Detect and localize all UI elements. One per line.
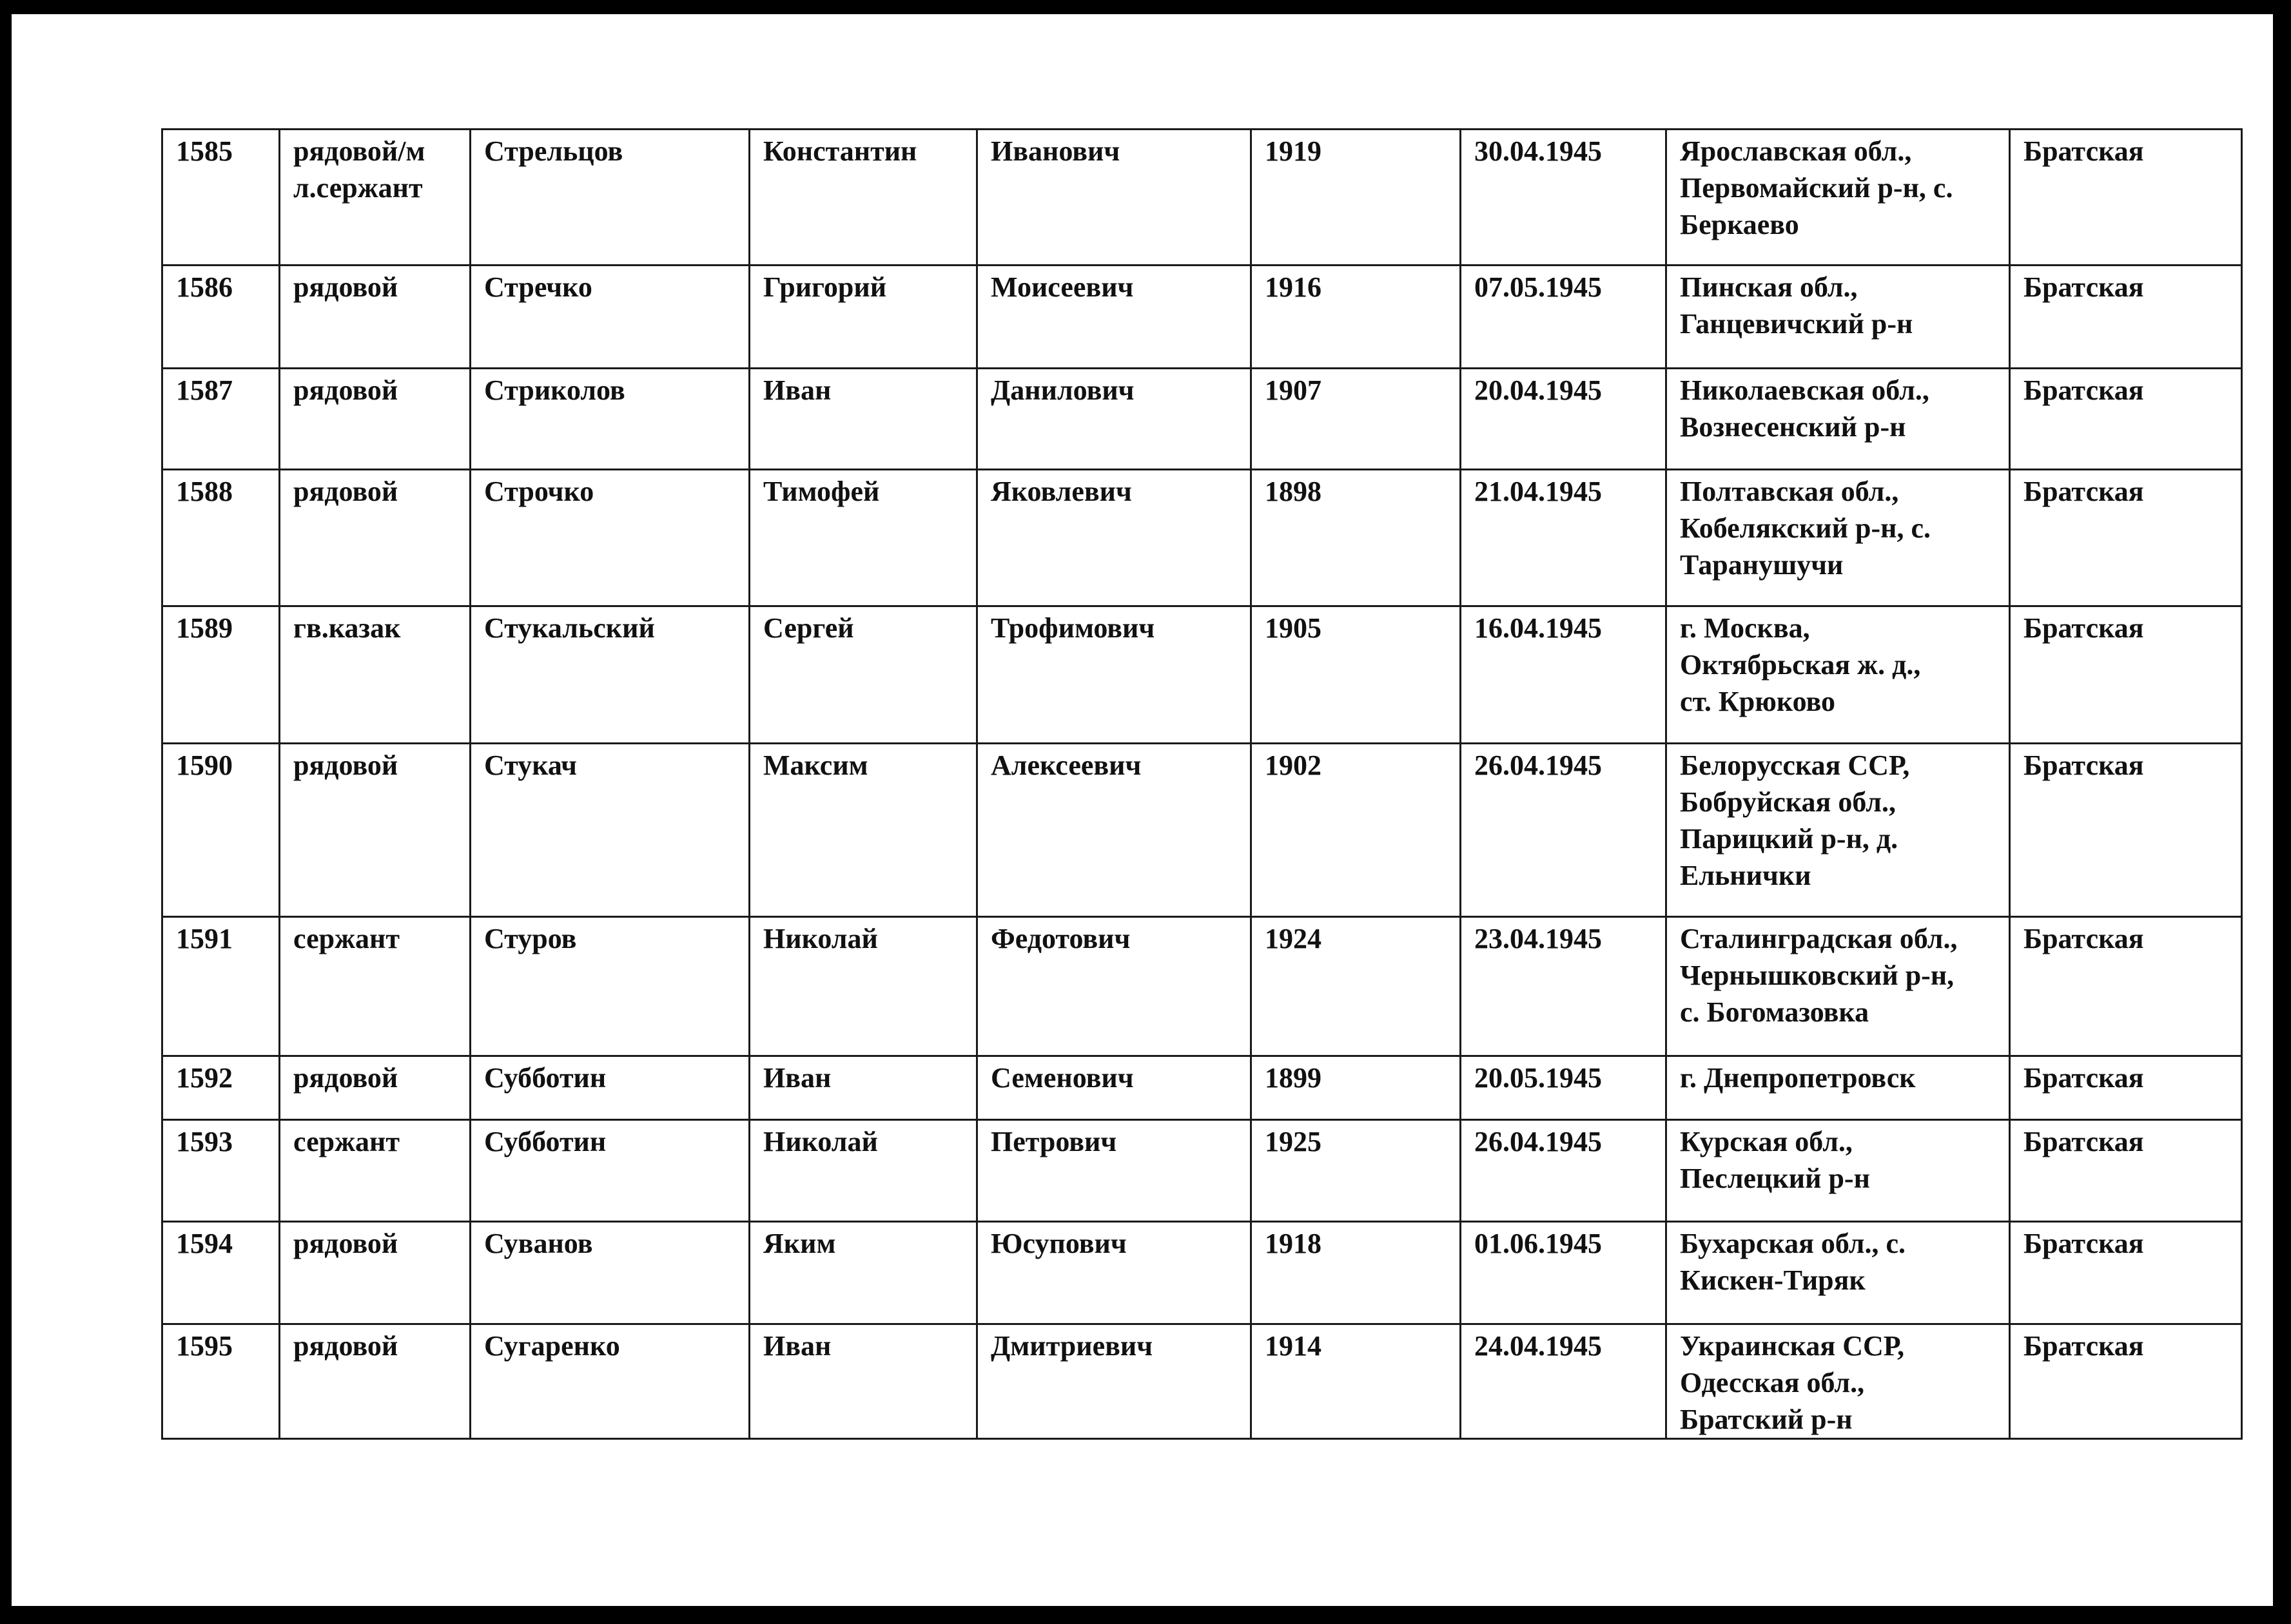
patronymic: Дмитриевич bbox=[977, 1324, 1251, 1439]
document-page bbox=[12, 14, 2273, 1606]
table-row bbox=[162, 130, 2242, 266]
record-number: 1594 bbox=[162, 1222, 280, 1324]
record-number: 1588 bbox=[162, 470, 280, 606]
patronymic: Алексеевич bbox=[977, 744, 1251, 917]
grave-type: Братская bbox=[2010, 606, 2242, 744]
record-number: 1590 bbox=[162, 744, 280, 917]
death-date: 30.04.1945 bbox=[1461, 130, 1666, 266]
birth-year: 1899 bbox=[1251, 1056, 1461, 1120]
grave-type: Братская bbox=[2010, 1222, 2242, 1324]
surname: Субботин bbox=[471, 1056, 750, 1120]
birth-year: 1924 bbox=[1251, 917, 1461, 1056]
birth-year: 1919 bbox=[1251, 130, 1461, 266]
surname: Суванов bbox=[471, 1222, 750, 1324]
table-row bbox=[162, 1120, 2242, 1222]
place-of-origin: Белорусская ССР, Бобруйская обл., Парицкий р-н, д. Ельнички bbox=[1666, 744, 2010, 917]
military-rank: рядовой bbox=[280, 369, 471, 470]
grave-type: Братская bbox=[2010, 369, 2242, 470]
military-rank: гв.казак bbox=[280, 606, 471, 744]
first-name: Николай bbox=[750, 917, 977, 1056]
military-rank: рядовой bbox=[280, 470, 471, 606]
military-rank: сержант bbox=[280, 1120, 471, 1222]
surname: Стриколов bbox=[471, 369, 750, 470]
patronymic: Трофимович bbox=[977, 606, 1251, 744]
record-number: 1585 bbox=[162, 130, 280, 266]
record-number: 1587 bbox=[162, 369, 280, 470]
place-of-origin: Украинская ССР, Одесская обл., Братский р-н bbox=[1666, 1324, 2010, 1439]
grave-type: Братская bbox=[2010, 1120, 2242, 1222]
grave-type: Братская bbox=[2010, 266, 2242, 369]
first-name: Николай bbox=[750, 1120, 977, 1222]
birth-year: 1902 bbox=[1251, 744, 1461, 917]
place-of-origin: Пинская обл., Ганцевичский р-н bbox=[1666, 266, 2010, 369]
grave-type: Братская bbox=[2010, 1056, 2242, 1120]
death-date: 16.04.1945 bbox=[1461, 606, 1666, 744]
patronymic: Федотович bbox=[977, 917, 1251, 1056]
table-row bbox=[162, 606, 2242, 744]
grave-type: Братская bbox=[2010, 130, 2242, 266]
table-row bbox=[162, 266, 2242, 369]
surname: Строчко bbox=[471, 470, 750, 606]
death-date: 23.04.1945 bbox=[1461, 917, 1666, 1056]
birth-year: 1907 bbox=[1251, 369, 1461, 470]
birth-year: 1905 bbox=[1251, 606, 1461, 744]
table-row bbox=[162, 1324, 2242, 1439]
death-date: 26.04.1945 bbox=[1461, 1120, 1666, 1222]
birth-year: 1925 bbox=[1251, 1120, 1461, 1222]
first-name: Сергей bbox=[750, 606, 977, 744]
grave-type: Братская bbox=[2010, 917, 2242, 1056]
surname: Стрельцов bbox=[471, 130, 750, 266]
record-number: 1586 bbox=[162, 266, 280, 369]
place-of-origin: г. Москва, Октябрьская ж. д., ст. Крюково bbox=[1666, 606, 2010, 744]
military-rank: рядовой bbox=[280, 744, 471, 917]
death-date: 07.05.1945 bbox=[1461, 266, 1666, 369]
grave-type: Братская bbox=[2010, 744, 2242, 917]
death-date: 20.05.1945 bbox=[1461, 1056, 1666, 1120]
patronymic: Яковлевич bbox=[977, 470, 1251, 606]
place-of-origin: Полтавская обл., Кобелякский р-н, с. Таранушучи bbox=[1666, 470, 2010, 606]
patronymic: Петрович bbox=[977, 1120, 1251, 1222]
patronymic: Юсупович bbox=[977, 1222, 1251, 1324]
death-date: 01.06.1945 bbox=[1461, 1222, 1666, 1324]
surname: Стукальский bbox=[471, 606, 750, 744]
first-name: Константин bbox=[750, 130, 977, 266]
patronymic: Иванович bbox=[977, 130, 1251, 266]
surname: Стукач bbox=[471, 744, 750, 917]
table-row bbox=[162, 1222, 2242, 1324]
burial-list-table bbox=[161, 128, 2243, 1440]
death-date: 24.04.1945 bbox=[1461, 1324, 1666, 1439]
first-name: Иван bbox=[750, 1324, 977, 1439]
place-of-origin: Ярославская обл., Первомайский р-н, с. Беркаево bbox=[1666, 130, 2010, 266]
table-row bbox=[162, 470, 2242, 606]
patronymic: Моисеевич bbox=[977, 266, 1251, 369]
birth-year: 1918 bbox=[1251, 1222, 1461, 1324]
military-rank: рядовой bbox=[280, 1222, 471, 1324]
birth-year: 1914 bbox=[1251, 1324, 1461, 1439]
first-name: Максим bbox=[750, 744, 977, 917]
table-row bbox=[162, 369, 2242, 470]
patronymic: Семенович bbox=[977, 1056, 1251, 1120]
first-name: Тимофей bbox=[750, 470, 977, 606]
military-rank: рядовой bbox=[280, 1324, 471, 1439]
table-row bbox=[162, 917, 2242, 1056]
surname: Субботин bbox=[471, 1120, 750, 1222]
grave-type: Братская bbox=[2010, 470, 2242, 606]
record-number: 1592 bbox=[162, 1056, 280, 1120]
first-name: Яким bbox=[750, 1222, 977, 1324]
place-of-origin: Бухарская обл., с. Кискен-Тиряк bbox=[1666, 1222, 2010, 1324]
surname: Стуров bbox=[471, 917, 750, 1056]
place-of-origin: Николаевская обл., Вознесенский р-н bbox=[1666, 369, 2010, 470]
first-name: Иван bbox=[750, 369, 977, 470]
first-name: Иван bbox=[750, 1056, 977, 1120]
birth-year: 1898 bbox=[1251, 470, 1461, 606]
death-date: 21.04.1945 bbox=[1461, 470, 1666, 606]
grave-type: Братская bbox=[2010, 1324, 2242, 1439]
first-name: Григорий bbox=[750, 266, 977, 369]
patronymic: Данилович bbox=[977, 369, 1251, 470]
place-of-origin: г. Днепропетровск bbox=[1666, 1056, 2010, 1120]
military-rank: рядовой/м л.сержант bbox=[280, 130, 471, 266]
record-number: 1593 bbox=[162, 1120, 280, 1222]
table-body bbox=[162, 130, 2242, 1439]
birth-year: 1916 bbox=[1251, 266, 1461, 369]
military-rank: рядовой bbox=[280, 266, 471, 369]
military-rank: сержант bbox=[280, 917, 471, 1056]
surname: Сугаренко bbox=[471, 1324, 750, 1439]
record-number: 1589 bbox=[162, 606, 280, 744]
military-rank: рядовой bbox=[280, 1056, 471, 1120]
table-row bbox=[162, 1056, 2242, 1120]
table-row bbox=[162, 744, 2242, 917]
place-of-origin: Курская обл., Песлецкий р-н bbox=[1666, 1120, 2010, 1222]
record-number: 1595 bbox=[162, 1324, 280, 1439]
record-number: 1591 bbox=[162, 917, 280, 1056]
surname: Стречко bbox=[471, 266, 750, 369]
death-date: 20.04.1945 bbox=[1461, 369, 1666, 470]
death-date: 26.04.1945 bbox=[1461, 744, 1666, 917]
place-of-origin: Сталинградская обл., Чернышковский р-н, с. Богомазовка bbox=[1666, 917, 2010, 1056]
